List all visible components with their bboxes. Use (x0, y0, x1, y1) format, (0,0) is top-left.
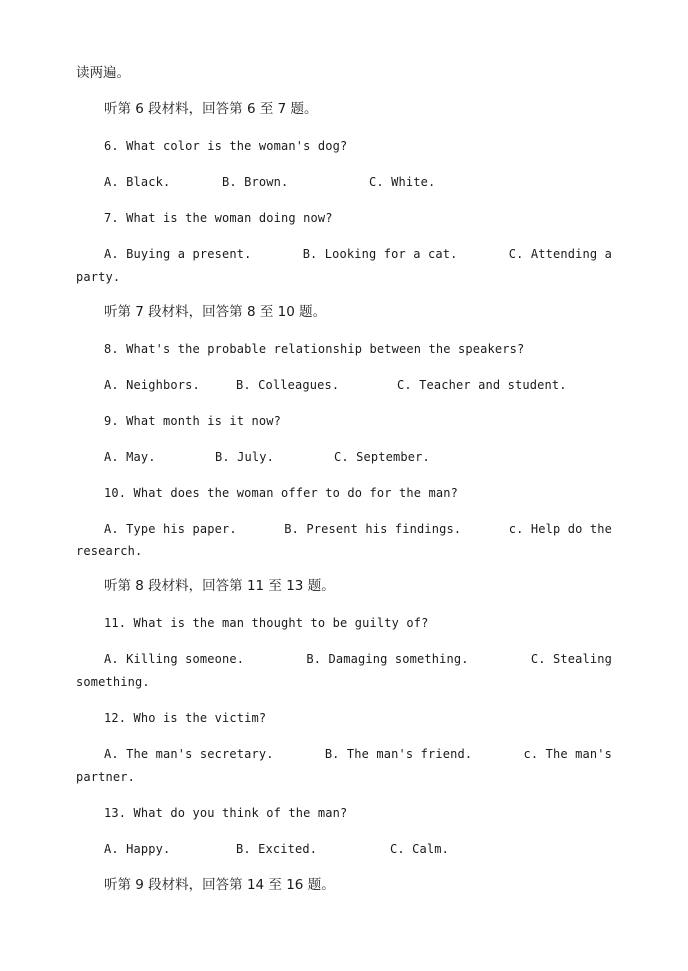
question-8-stem: 8. What's the probable relationship between the speakers? (104, 342, 525, 356)
question-11-stem: 11. What is the man thought to be guilty of? (104, 616, 429, 630)
question-12-stem: 12. Who is the victim? (104, 711, 267, 725)
question-11-options (104, 650, 612, 668)
option-c: C. Teacher and student. (397, 378, 567, 392)
option-a: A. May. (104, 450, 156, 464)
option-c: c. Help do the (508, 522, 612, 536)
question-9-stem: 9. What month is it now? (104, 414, 281, 428)
option-b: B. Looking for a cat. (302, 247, 458, 261)
option-a: A. Black. (104, 175, 171, 189)
question-9-options (104, 448, 612, 466)
question-11-option-c-continued: something. (76, 675, 150, 689)
section-heading-8: 听第 8 段材料，回答第 11 至 13 题。 (104, 578, 335, 594)
option-b: B. Present his findings. (284, 522, 462, 536)
option-c: C. September. (334, 450, 430, 464)
option-c: C. Calm. (390, 842, 449, 856)
option-a: A. Killing someone. (104, 652, 245, 666)
option-c: C. Stealing (530, 652, 612, 666)
option-a: A. Type his paper. (104, 522, 237, 536)
question-6-options (104, 173, 612, 191)
question-7-option-c-continued: party. (76, 270, 121, 284)
option-c: c. The man's (523, 747, 612, 761)
option-c: C. White. (369, 175, 436, 189)
question-10-options (104, 520, 612, 538)
option-b: B. Excited. (236, 842, 318, 856)
section-heading-9: 听第 9 段材料，回答第 14 至 16 题。 (104, 877, 335, 893)
question-13-stem: 13. What do you think of the man? (104, 806, 348, 820)
section-heading-6: 听第 6 段材料，回答第 6 至 7 题。 (104, 101, 318, 117)
question-6-stem: 6. What color is the woman's dog? (104, 139, 348, 153)
question-12-options (104, 745, 612, 763)
question-10-option-c-continued: research. (76, 544, 143, 558)
option-a: A. Neighbors. (104, 378, 200, 392)
option-b: B. Brown. (222, 175, 289, 189)
option-a: A. Happy. (104, 842, 171, 856)
question-7-options (104, 245, 612, 263)
option-a: A. Buying a present. (104, 247, 252, 261)
question-12-option-c-continued: partner. (76, 770, 135, 784)
question-7-stem: 7. What is the woman doing now? (104, 211, 333, 225)
option-b: B. Colleagues. (236, 378, 340, 392)
option-a: A. The man's secretary. (104, 747, 274, 761)
option-b: B. Damaging something. (306, 652, 469, 666)
question-10-stem: 10. What does the woman offer to do for the man? (104, 486, 458, 500)
question-8-options (104, 376, 612, 394)
option-b: B. The man's friend. (324, 747, 473, 761)
question-13-options (104, 840, 612, 858)
section-heading-7: 听第 7 段材料，回答第 8 至 10 题。 (104, 304, 327, 320)
option-b: B. July. (215, 450, 274, 464)
option-c: C. Attending a (508, 247, 612, 261)
intro-tail: 读两遍。 (76, 65, 130, 81)
